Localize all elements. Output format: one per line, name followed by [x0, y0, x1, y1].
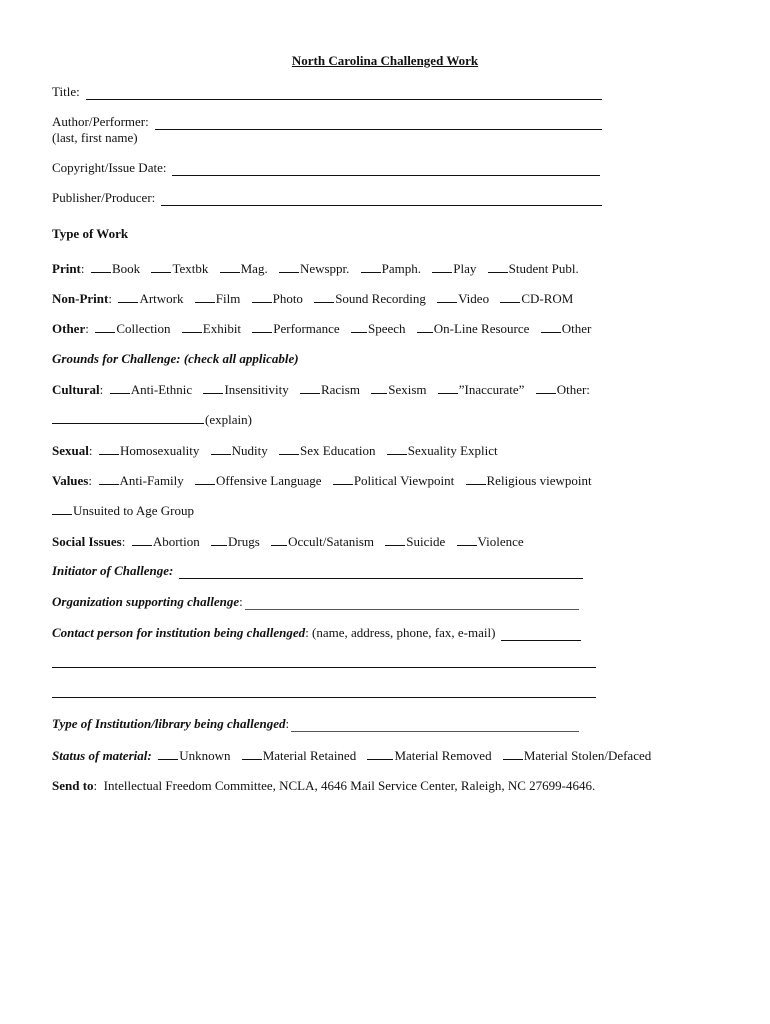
print-option-student-publ[interactable]: Student Publ.	[488, 261, 579, 276]
nonprint-row: Non-Print: Artwork Film Photo Sound Recording Video CD-ROM	[52, 291, 574, 306]
cultural-option-racism[interactable]: Racism	[300, 382, 360, 397]
organization-field[interactable]: Organization supporting challenge :	[52, 594, 579, 610]
cultural-row: Cultural: Anti-Ethnic Insensitivity Racism Sexism ”Inaccurate” Other:	[52, 382, 590, 397]
explain-label: (explain)	[205, 412, 252, 427]
other-option-online-resource[interactable]: On-Line Resource	[417, 321, 530, 336]
status-option-retained[interactable]: Material Retained	[242, 748, 357, 763]
cultural-option-anti-ethnic[interactable]: Anti-Ethnic	[110, 382, 192, 397]
nonprint-label: Non-Print	[52, 291, 109, 306]
title-label: Title:	[52, 84, 80, 99]
title-field[interactable]	[52, 84, 602, 100]
other-row: Other: Collection Exhibit Performance Speech On-Line Resource Other	[52, 321, 592, 336]
cultural-explain-line[interactable]	[52, 411, 204, 424]
form-title: North Carolina Challenged Work	[291, 53, 479, 68]
print-option-mag[interactable]: Mag.	[220, 261, 268, 276]
author-label: Author/Performer:	[52, 114, 149, 129]
publisher-label: Publisher/Producer:	[52, 190, 156, 205]
institution-label: Type of Institution/library being challenged	[52, 716, 286, 731]
values-row: Values: Anti-Family Offensive Language Political Viewpoint Religious viewpoint	[52, 473, 592, 488]
nonprint-option-cd-rom[interactable]: CD-ROM	[500, 291, 573, 306]
publisher-input-line[interactable]	[161, 193, 602, 206]
other-option-other[interactable]: Other	[541, 321, 592, 336]
copyright-input-line[interactable]	[172, 163, 600, 176]
nonprint-option-artwork[interactable]: Artwork	[118, 291, 183, 306]
cultural-option-insensitivity[interactable]: Insensitivity	[203, 382, 288, 397]
values-label: Values	[52, 473, 89, 488]
sexual-option-homosexuality[interactable]: Homosexuality	[99, 443, 199, 458]
other-label: Other	[52, 321, 86, 336]
social-option-drugs[interactable]: Drugs	[211, 534, 260, 549]
title-input-line[interactable]	[86, 87, 602, 100]
values-extra-row	[52, 502, 194, 519]
print-option-textbk[interactable]: Textbk	[151, 261, 208, 276]
other-option-speech[interactable]: Speech	[351, 321, 406, 336]
status-option-removed[interactable]: Material Removed	[367, 748, 491, 763]
send-to-address: Intellectual Freedom Committee, NCLA, 4646 Mail Service Center, Raleigh, NC 27699-4646.	[103, 778, 596, 793]
social-option-violence[interactable]: Violence	[457, 534, 524, 549]
cultural-option-sexism[interactable]: Sexism	[371, 382, 426, 397]
copyright-field[interactable]	[52, 160, 600, 176]
values-option-anti-family[interactable]: Anti-Family	[99, 473, 184, 488]
nonprint-option-film[interactable]: Film	[195, 291, 241, 306]
sexual-option-sex-education[interactable]: Sex Education	[279, 443, 375, 458]
organization-label: Organization supporting challenge	[52, 594, 240, 609]
grounds-heading: Grounds for Challenge: (check all applicable)	[52, 351, 299, 366]
sexual-option-nudity[interactable]: Nudity	[211, 443, 268, 458]
social-option-abortion[interactable]: Abortion	[132, 534, 200, 549]
institution-field[interactable]: Type of Institution/library being challenged :	[52, 716, 579, 732]
status-row	[52, 747, 659, 764]
contact-input-line-3[interactable]	[52, 697, 596, 698]
social-row: Social Issues: Abortion Drugs Occult/Satanism Suicide Violence	[52, 534, 524, 549]
sexual-label: Sexual	[52, 443, 89, 458]
publisher-field[interactable]	[52, 190, 602, 206]
status-option-unknown[interactable]: Unknown	[158, 748, 230, 763]
cultural-explain-row[interactable]	[52, 411, 252, 428]
status-option-stolen[interactable]: Material Stolen/Defaced	[503, 748, 651, 763]
nonprint-option-photo[interactable]: Photo	[252, 291, 303, 306]
contact-field[interactable]	[52, 625, 581, 641]
print-row: Print: Book Textbk Mag. Newsppr. Pamph. Play Student Publ.	[52, 261, 579, 276]
cultural-option-inaccurate[interactable]: ”Inaccurate”	[438, 382, 525, 397]
organization-input-line[interactable]	[245, 597, 579, 610]
initiator-field[interactable]	[52, 563, 583, 579]
nonprint-option-sound-recording[interactable]: Sound Recording	[314, 291, 426, 306]
author-input-line[interactable]	[155, 117, 602, 130]
print-option-newsppr[interactable]: Newsppr.	[279, 261, 349, 276]
print-option-book[interactable]: Book	[91, 261, 140, 276]
contact-input-line[interactable]	[501, 628, 581, 641]
print-option-pamph[interactable]: Pamph.	[361, 261, 421, 276]
sexual-option-sexuality-explict[interactable]: Sexuality Explict	[387, 443, 498, 458]
other-option-exhibit[interactable]: Exhibit	[182, 321, 241, 336]
send-to-label: Send to	[52, 778, 94, 793]
sexual-row: Sexual: Homosexuality Nudity Sex Education Sexuality Explict	[52, 443, 498, 458]
other-option-collection[interactable]: Collection	[95, 321, 170, 336]
contact-input-line-2[interactable]	[52, 667, 596, 668]
other-option-performance[interactable]: Performance	[252, 321, 339, 336]
social-option-suicide[interactable]: Suicide	[385, 534, 445, 549]
copyright-label: Copyright/Issue Date:	[52, 160, 167, 175]
type-of-work-heading: Type of Work	[52, 226, 129, 241]
author-sublabel: (last, first name)	[52, 130, 138, 145]
nonprint-option-video[interactable]: Video	[437, 291, 489, 306]
contact-detail: : (name, address, phone, fax, e-mail)	[305, 625, 496, 640]
send-to-row: Send to: Intellectual Freedom Committee, NCLA, 4646 Mail Service Center, Raleigh, NC 27699-4646.	[52, 778, 596, 793]
values-option-political-viewpoint[interactable]: Political Viewpoint	[333, 473, 454, 488]
values-option-offensive-language[interactable]: Offensive Language	[195, 473, 322, 488]
values-option-unsuited-age[interactable]: Unsuited to Age Group	[52, 503, 194, 518]
print-option-play[interactable]: Play	[432, 261, 476, 276]
cultural-option-other[interactable]: Other:	[536, 382, 590, 397]
print-label: Print	[52, 261, 81, 276]
author-field[interactable]	[52, 114, 602, 130]
social-label: Social Issues	[52, 534, 122, 549]
status-label: Status of material:	[52, 748, 152, 763]
initiator-input-line[interactable]	[179, 566, 583, 579]
contact-label: Contact person for institution being challenged	[52, 625, 306, 640]
initiator-label: Initiator of Challenge:	[52, 563, 174, 578]
social-option-occult[interactable]: Occult/Satanism	[271, 534, 374, 549]
values-option-religious-viewpoint[interactable]: Religious viewpoint	[466, 473, 592, 488]
institution-input-line[interactable]	[291, 719, 579, 732]
cultural-label: Cultural	[52, 382, 100, 397]
